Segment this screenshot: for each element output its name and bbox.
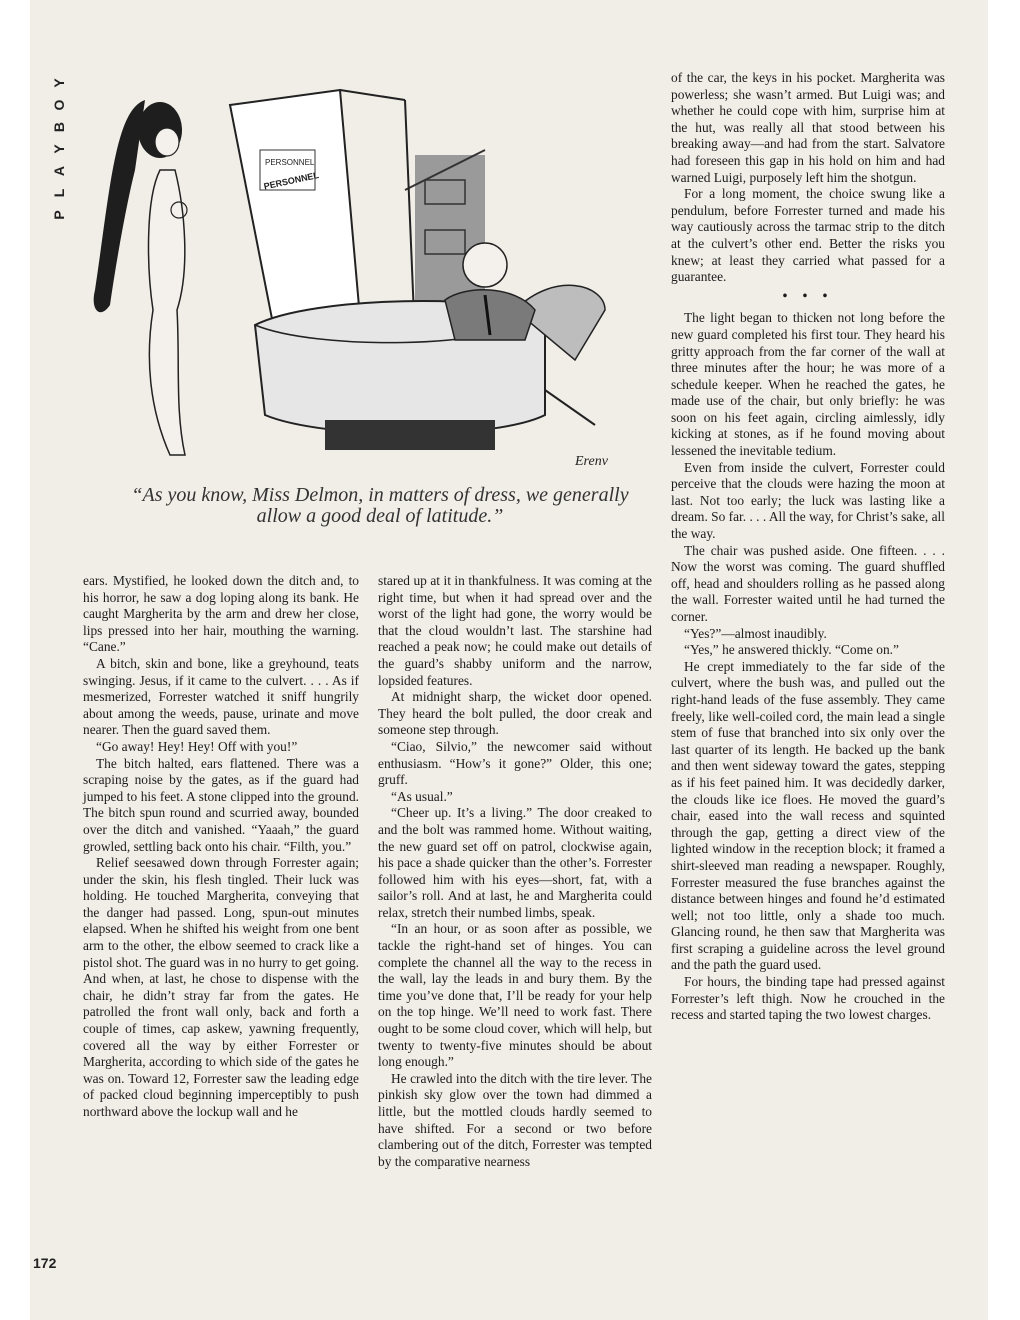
paragraph: He crawled into the ditch with the tire lever. The pinkish sky glow over the town had dimmed a little, but the mottled clouds hardly seemed to have shifted. For a second or two before clambering out of the ditch, Forrester was tempted by the comparative nearness: [378, 1070, 652, 1169]
paragraph: ears. Mystified, he looked down the ditch and, to his horror, he saw a dog loping along its bank. He caught Margherita by the arm and drew her close, lips pressed into her hair, mouthing the warning. “Cane.”: [83, 573, 359, 655]
artist-signature: Erenv: [575, 454, 608, 469]
paragraph: “Yes?”—almost inaudibly.: [684, 625, 827, 641]
cartoon-caption: “As you know, Miss Delmon, in matters of dress, we generally allow a good deal of latitude.”: [131, 484, 629, 527]
paragraph: of the car, the keys in his pocket. Margherita was powerless; she wasn’t armed. But Luigi was; and whether he could cope with him, surprise him at the hut, was really all that stood between his breaking away—and had from the start. Salvatore had foreseen this gap in his hold on him and had warned Luigi, purposely left him the shotgun.: [671, 70, 945, 185]
paragraph: A bitch, skin and bone, like a greyhound, teats swinging. Jesus, if it came to the culvert. . . . As if mesmerized, Forrester watched it sniff hungrily about among the weeds, pause, urinate and move nearer. Then the guard saved them.: [83, 655, 359, 738]
paragraph: The bitch halted, ears flattened. There was a scraping noise by the gates, as if the guard had jumped to his feet. A stone clipped into the ground. The bitch spun round and scurried away, bounded over the ditch and vanished. “Yaaah,” the guard growled, settling back onto his chair. “Filth, you.”: [83, 755, 359, 854]
paragraph: “Go away! Hey! Hey! Off with you!”: [96, 738, 298, 754]
section-break: • • •: [782, 287, 834, 303]
paragraph: stared up at it in thankfulness. It was coming at the right time, but when it had spread over and the worst of the light had gone, the worry would be that the cloud wouldn’t last. The starshine had reached a peak now; he could make out details of the guard’s shabby uniform and the narrow, lopsided features.: [378, 573, 652, 688]
door-sign-label: PERSONNEL: [262, 169, 320, 192]
paragraph: The light began to thicken not long before the new guard completed his first tour. They heard his gritty approach from the far corner of the wall at three minutes after the hour; he was more of a schedule keeper. When he reached the gates, he made use of the chair, but only briefly: he was soon on his feet again, circling aimlessly, idly kicking at stones, as if he found moving about lessened the inevitable tedium.: [671, 310, 945, 459]
paragraph: “As usual.”: [391, 788, 453, 804]
paragraph: The chair was pushed aside. One fifteen. . . . Now the worst was coming. The guard shuffled off, head and shoulders rolling as he passed along the wall. Forrester waited until he had turned the corner.: [671, 542, 945, 624]
door-sign-small-text: PERSONNEL: [265, 158, 315, 167]
paragraph: Relief seesawed down through Forrester again; under the skin, his flesh tingled. Their luck was holding. He touched Margherita, conveying that the danger had passed. Long, spun-out minutes elapsed. When he shifted his weight from one bent arm to the other, the elbow seemed to crack like a pistol shot. The guard was in no hurry to get going. And when, at last, he chose to dispense with the chair, he didn’t stray far from the gates. He patrolled the front wall only, back and forth a couple of times, cap askew, yawning frequently, covered all the way by either Forrester or Margherita, according to which side of the gates he was on. Toward 12, Forrester saw the leading edge of packed cloud beginning imperceptibly to push northward above the lockup wall and he: [83, 855, 359, 1119]
paragraph: “Ciao, Silvio,” the newcomer said without enthusiasm. “How’s it gone?” Older, this one; gruff.: [378, 738, 652, 788]
paragraph: Even from inside the culvert, Forrester could perceive that the clouds were hazing the moon at last. Not too early; the luck was lasting like a dream. So far. . . . All the way, for Christ’s sake, all the way.: [671, 459, 945, 542]
paragraph: “Yes,” he answered thickly. “Come on.”: [684, 642, 899, 658]
text-column-2: [378, 573, 652, 1170]
paragraph: At midnight sharp, the wicket door opened. They heard the bolt pulled, the door creak and someone step through.: [378, 689, 652, 738]
office-desk: [255, 285, 605, 450]
page-number: 172: [33, 1255, 57, 1271]
paragraph: “Cheer up. It’s a living.” The door creaked to and the bolt was rammed home. Without waiting, the new guard set off on patrol, clockwise again, his pace a shade quicker than the other’s. Forrester followed him with his eyes—short, fat, with a sailor’s roll. And at last, he and Margherita could relax, stretch their numbed limbs, speak.: [378, 805, 652, 920]
text-column-1: [83, 573, 359, 1121]
text-column-3: [671, 70, 945, 1024]
paragraph: For a long moment, the choice swung like a pendulum, before Forrester turned and made his way cautiously across the tarmac strip to the ditch at the culvert’s other end. Better the risks you knew; at least they carried what passed for a guarantee.: [671, 186, 945, 285]
woman-figure: [94, 100, 187, 455]
paragraph: “In an hour, or as soon after as possible, we tackle the right-hand set of hinges. You can complete the channel all the way to the recess in the wall, lay the leads in and bury them. By the time you’ve done that, I’ll be ready for your help on the top hinge. We’ll need to work fast. There ought to be some cloud cover, which will help, but twenty to twenty-five minutes should be about long enough.”: [378, 921, 652, 1070]
cartoon-illustration: [75, 70, 655, 480]
paragraph: He crept immediately to the far side of the culvert, where the bush was, and pulled out the right-hand leads of the fuse assembly. They came freely, like well-coiled cord, the main lead a single stem of fuse that branched into six only over the last quarter of its length. He backed up the bank and then went sideway toward the gates, stepping as if his feet pained him. It was decidedly darker, the clouds like ice floes. He moved the guard’s chair, eased into the wall recess and squinted through the gap, getting a direct view of the lighted window in the reception block; it framed a shirt-sleeved man reading a newspaper. Roughly, Forrester measured the fuse branches against the distance between hinges and found he’d estimated well; not too little, only a shade too much. Glancing round, he then saw that Margherita was first scraping a guideline across the level ground and the path the guard used.: [671, 658, 945, 973]
masthead: Y O B Y A L P: [51, 78, 67, 220]
paragraph: For hours, the binding tape had pressed against Forrester’s left thigh. Now he crouched in the recess and started taping the two lowest charges.: [671, 974, 945, 1023]
